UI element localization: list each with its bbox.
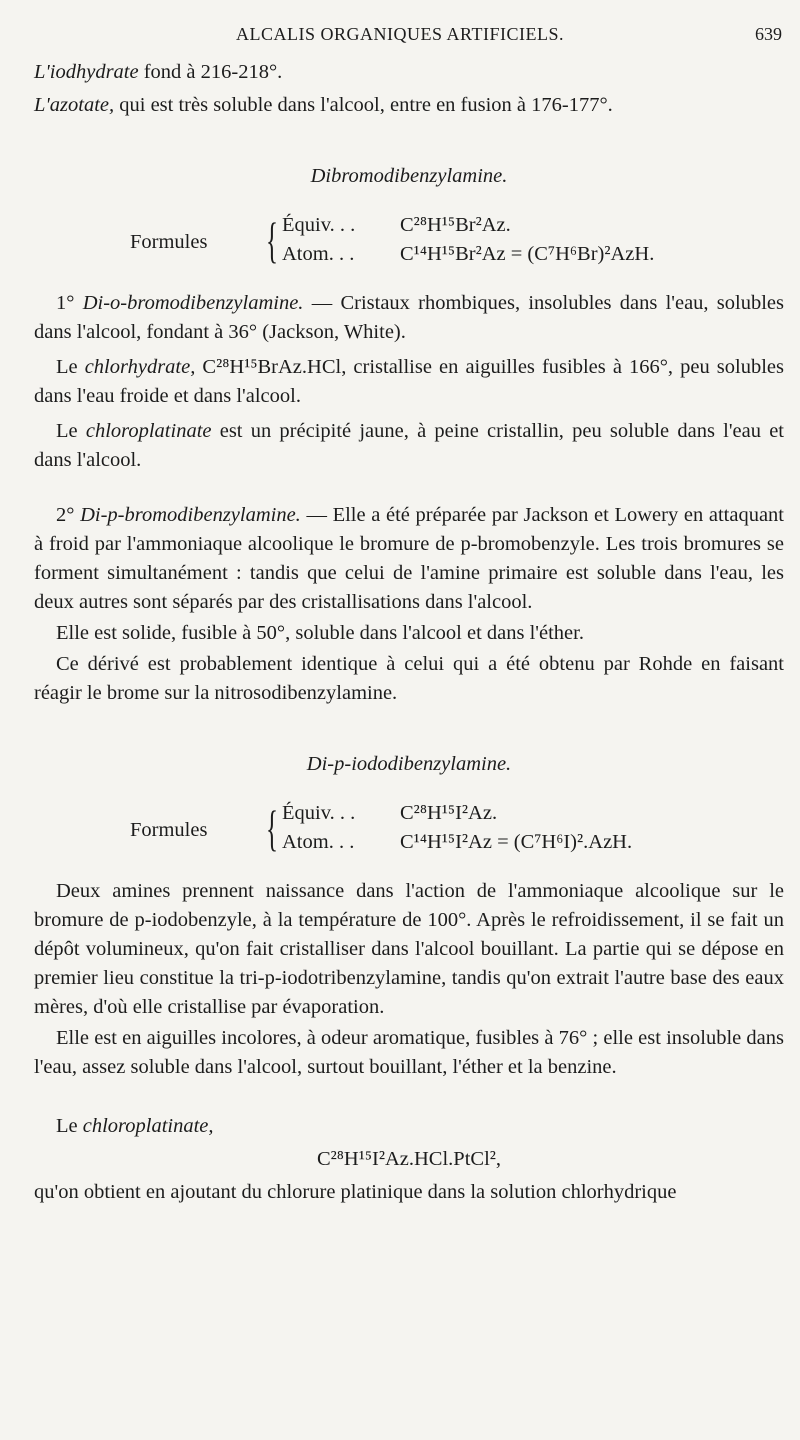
formation-paragraph: Deux amines prennent naissance dans l'action de l'ammoniaque alcoolique sur le bromure de p-iodobenzyle, à la température de 100°. Après le refroidissement, il se fait un dépôt volumineux, qu'on fait cristalliser dans l'alcool bouillant. La partie qui se dépose en premier lieu constitue la tri-p-iodotribenzylamine, tandis qu'on extrait l'autre base des eaux mères, d'où elle cristallise par évaporation. xyxy=(34,880,784,1018)
section-title-dibromo: Dibromodibenzylamine. xyxy=(310,165,508,187)
brace-icon: { xyxy=(266,212,278,268)
formula-atom: C¹⁴H¹⁵I²Az = (C⁷H⁶I)².AzH. xyxy=(400,831,633,853)
iodhydrate-term: L'iodhydrate xyxy=(34,61,139,83)
chloroplatinate2-paragraph xyxy=(34,1112,784,1141)
chlorhydrate-paragraph xyxy=(34,353,784,411)
formula-block-dibromo xyxy=(34,211,784,273)
chloroplatinate-term: chloroplatinate xyxy=(85,420,212,442)
formula-atom-kind: Atom. . . xyxy=(282,831,355,853)
chloroplatinate-lead: Le xyxy=(56,420,86,442)
chloroplatinate-text: est un précipité jaune, à peine cristallin, peu soluble dans l'eau et dans l'alcool. xyxy=(34,420,784,471)
item2-name: Di-p-bromodibenzylamine. xyxy=(80,504,301,526)
page-number: 639 xyxy=(755,24,782,44)
item1-name: Di-o-bromodibenzylamine. xyxy=(82,292,304,314)
chlorhydrate-text: C²⁸H¹⁵BrAz.HCl, cristallise en aiguilles fusibles à 166°, peu solubles dans l'eau froide et dans l'alcool. xyxy=(34,356,784,407)
solid-paragraph: Elle est solide, fusible à 50°, soluble dans l'alcool et dans l'éther. xyxy=(56,622,584,644)
azotate-paragraph xyxy=(34,91,784,120)
formula-atom: C¹⁴H¹⁵Br²Az = (C⁷H⁶Br)²AzH. xyxy=(400,243,655,265)
item1-paragraph xyxy=(34,289,784,347)
formula-atom-row xyxy=(282,828,632,857)
item2-text: — Elle a été préparée par Jackson et Lowery en attaquant à froid par l'ammoniaque alcoolique le bromure de p-bromobenzyle. Les trois bromures se forment simultanément : tandis que celui de l'amine primaire est soluble dans l'eau, les deux autres sont séparés par des cristallisations dans l'alcool. xyxy=(34,504,784,613)
iodhydrate-paragraph xyxy=(34,58,784,87)
chloroplatinate2-term: chloroplatinate, xyxy=(82,1115,214,1137)
page-header xyxy=(0,20,800,50)
brace-icon: { xyxy=(266,800,278,856)
formula-block-diiodo xyxy=(34,799,784,861)
derive-paragraph: Ce dérivé est probablement identique à celui qui a été obtenu par Rohde en faisant réagir le brome sur la nitrosodibenzylamine. xyxy=(34,653,784,704)
formula-equiv: C²⁸H¹⁵I²Az. xyxy=(400,802,498,824)
last-line: qu'on obtient en ajoutant du chlorure platinique dans la solution chlorhydrique xyxy=(34,1181,677,1203)
iodhydrate-text: fond à 216-218°. xyxy=(138,61,283,83)
chloroplatinate-formula: C²⁸H¹⁵I²Az.HCl.PtCl², xyxy=(316,1148,502,1170)
formula-equiv-row xyxy=(282,211,511,240)
formula-equiv: C²⁸H¹⁵Br²Az. xyxy=(400,214,511,236)
chloroplatinate2-lead: Le xyxy=(56,1115,83,1137)
azotate-text: qui est très soluble dans l'alcool, entre en fusion à 176-177°. xyxy=(114,94,613,116)
section-title-diiodo: Di-p-iododibenzylamine. xyxy=(306,753,512,775)
item2-number: 2° xyxy=(56,504,75,526)
formula-equiv-kind: Équiv. . . xyxy=(282,214,356,236)
formulas-label: Formules xyxy=(130,819,208,841)
chlorhydrate-term: chlorhydrate, xyxy=(84,356,196,378)
azotate-term: L'azotate, xyxy=(34,94,115,116)
item1-text: — Cristaux rhombiques, insolubles dans l'eau, solubles dans l'alcool, fondant à 36° (Jackson, White). xyxy=(34,292,785,343)
chlorhydrate-lead: Le xyxy=(56,356,85,378)
formula-equiv-row xyxy=(282,799,497,828)
item1-number: 1° xyxy=(56,292,75,314)
formula-equiv-kind: Équiv. . . xyxy=(282,802,356,824)
running-title: ALCALIS ORGANIQUES ARTIFICIELS. xyxy=(236,24,564,44)
formula-atom-row xyxy=(282,240,654,269)
properties-paragraph: Elle est en aiguilles incolores, à odeur aromatique, fusibles à 76° ; elle est insoluble dans l'eau, assez soluble dans l'alcool, surtout bouillant, l'éther et la benzine. xyxy=(34,1027,784,1078)
formula-atom-kind: Atom. . . xyxy=(282,243,355,265)
item2-paragraph xyxy=(34,501,784,617)
chloroplatinate-paragraph xyxy=(34,417,784,475)
page-content xyxy=(34,58,784,1207)
formulas-label: Formules xyxy=(130,231,208,253)
